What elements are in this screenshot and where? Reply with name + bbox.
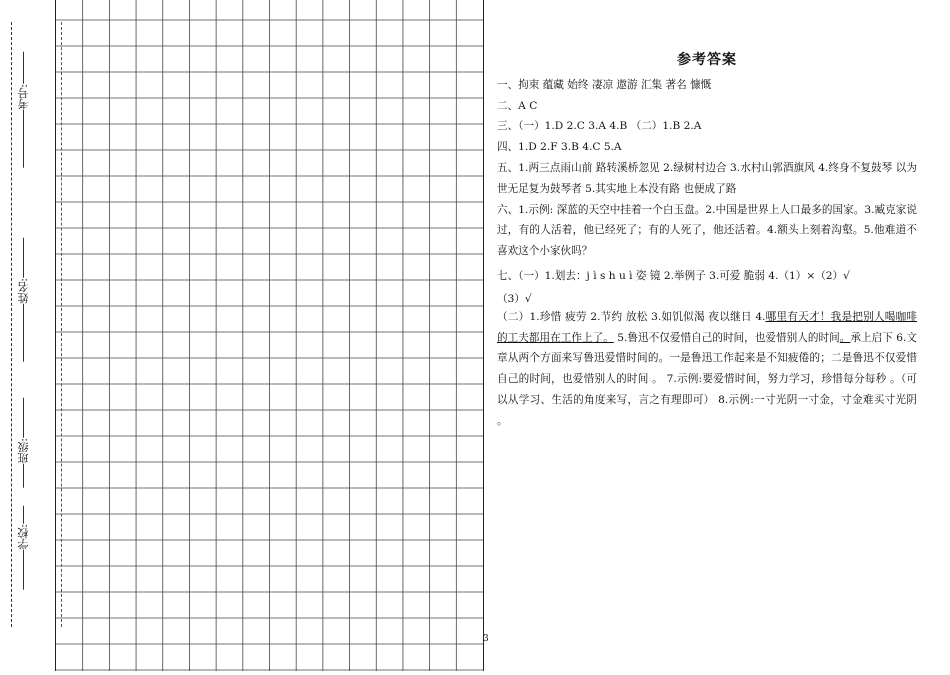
page-number: 3 <box>483 634 489 644</box>
answer-section-7-part-1-end: （3）√ <box>497 292 532 305</box>
grid-lines <box>56 0 483 671</box>
answer-key <box>497 50 917 432</box>
school-field <box>16 506 32 590</box>
answer-section-7-part-2 <box>497 307 917 432</box>
writing-grid <box>55 0 484 671</box>
answer-7-2-text-c: 承上启下 6.文章从两个方面来写鲁迅爱惜时间的。一是鲁迅工作起来是不知疲倦的；二是鲁迅不仅爱惜自己的时间，也爱惜别人的时间 。 7.示例:要爱惜时间，努力学习，珍惜每分每秒 。（可以从学习、生活的角度来写，言之有理即可） 8.示例:一寸光阴一寸金，寸金难买寸光阴 。 <box>497 331 917 427</box>
answer-title: 参考答案 <box>677 52 737 68</box>
answer-section-7-part-1: 七、（一）1.划去：j ì s h u ì 姿 镜 2.举例子 3.可爱 脆弱 4.（1）×（2）√ <box>497 269 850 282</box>
answer-section-4: 四、1.D 2.F 3.B 4.C 5.A <box>497 141 622 154</box>
answer-7-2-underlined-quote: 哪里有天才！我是把别人喝咖啡的工夫都用在工作上了。 <box>497 310 918 344</box>
name-line <box>24 304 25 362</box>
answer-section-5: 五、1.两三点雨山前 路转溪桥忽见 2.绿树村边合 3.水村山郭酒旗风 4.终身不复鼓琴 以为世无足复为鼓琴者 5.其实地上本没有路 也便成了路 <box>497 161 917 195</box>
class-label: 班级: <box>17 438 30 464</box>
answer-7-2-underlined-period: 。 <box>839 331 851 344</box>
name-label: 姓名: <box>17 278 30 304</box>
answer-7-2-text-b: 5.鲁迅不仅爱惜自己的时间，也爱惜别人的时间 <box>613 331 840 344</box>
answer-section-1: 一、拘束 蕴藏 始终 凄凉 遨游 汇集 著名 慷慨 <box>497 78 712 91</box>
grid-dashed-margin <box>61 22 62 627</box>
exam-number-line <box>24 110 25 168</box>
school-line <box>24 550 25 590</box>
answer-section-6: 六、1.示例: 深蓝的天空中挂着一个白玉盘。2.中国是世界上人口最多的国家。3.臧克家说过，有的人活着，他已经死了；有的人死了，他还活着。4.额头上刻着沟壑。5.他难道不喜欢这个小家伙吗？ <box>497 203 917 258</box>
exam-number-field <box>16 52 32 168</box>
class-line <box>24 464 25 488</box>
name-line-end <box>24 238 25 278</box>
answer-section-3: 三、（一）1.D 2.C 3.A 4.B （二）1.B 2.A <box>497 120 702 133</box>
exam-number-label: 考号: <box>17 84 30 110</box>
name-field <box>16 238 32 362</box>
class-field <box>16 398 32 488</box>
answer-7-2-text-a: （二）1.珍惜 疲劳 2.节约 放松 3.如饥似渴 夜以继日 4. <box>497 310 766 323</box>
class-line-end <box>24 398 25 438</box>
school-label: 学校: <box>17 524 30 550</box>
school-line-end <box>24 506 25 524</box>
answer-section-2: 二、A C <box>497 99 538 112</box>
binding-dashed-line <box>11 22 12 627</box>
exam-number-line-end <box>24 52 25 84</box>
